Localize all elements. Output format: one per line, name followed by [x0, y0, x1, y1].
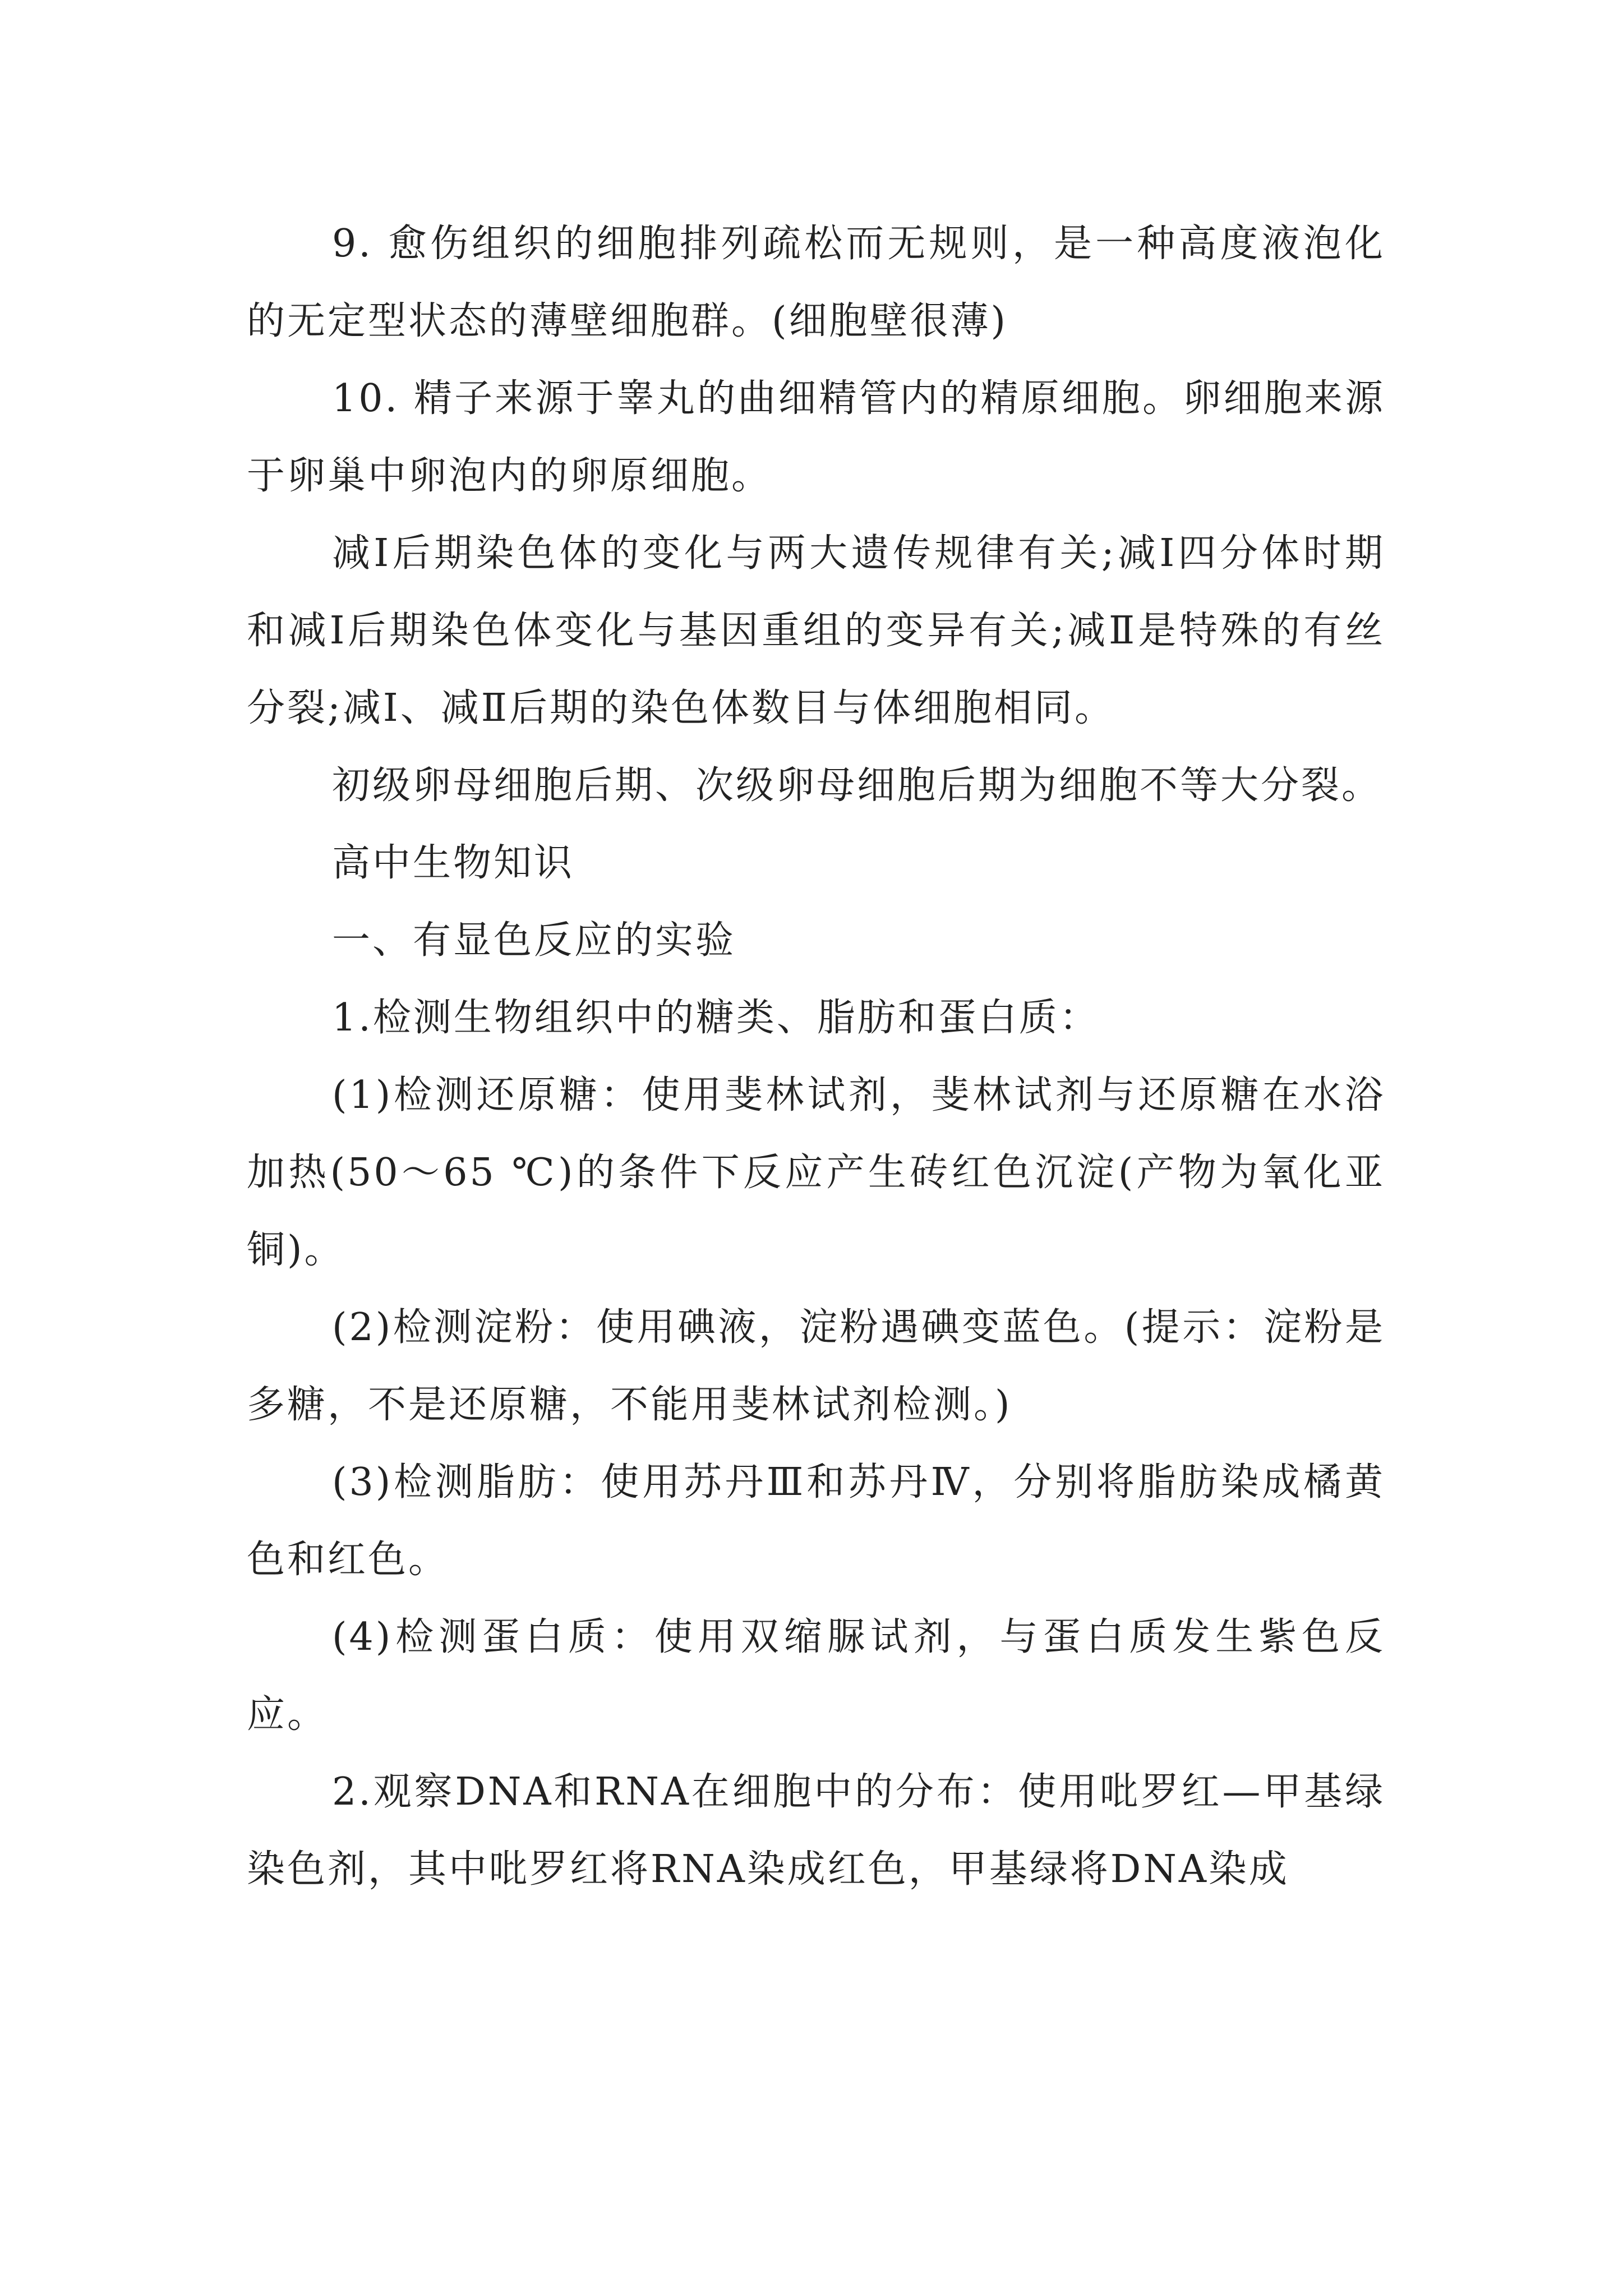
item-protein: (4)检测蛋白质：使用双缩脲试剂，与蛋白质发生紫色反应。	[247, 1615, 1385, 1737]
paragraph-meiosis-chromosomes: 减Ⅰ后期染色体的变化与两大遗传规律有关;减Ⅰ四分体时期和减Ⅰ后期染色体变化与基因重组的变异有关;减Ⅱ是特殊的有丝分裂;减Ⅰ、减Ⅱ后期的染色体数目与体细胞相同。	[247, 531, 1385, 730]
item-fat: (3)检测脂肪：使用苏丹Ⅲ和苏丹Ⅳ，分别将脂肪染成橘黄色和红色。	[247, 1460, 1385, 1582]
item-dna-rna-distribution: 2.观察DNA和RNA在细胞中的分布：使用吡罗红—甲基绿染色剂，其中吡罗红将RNA染成红色，甲基绿将DNA染成	[247, 1770, 1385, 1892]
section-title-biology-knowledge: 高中生物知识	[332, 841, 575, 885]
item-reducing-sugar: (1)检测还原糖：使用斐林试剂，斐林试剂与还原糖在水浴加热(50～65 ℃)的条件下反应产生砖红色沉淀(产物为氧化亚铜)。	[247, 1073, 1385, 1272]
item-detect-sugar-fat-protein: 1.检测生物组织中的糖类、脂肪和蛋白质：	[332, 996, 1100, 1040]
paragraph-unequal-division: 初级卵母细胞后期、次级卵母细胞后期为细胞不等大分裂。	[332, 763, 1382, 808]
paragraph-callus-cells: 9. 愈伤组织的细胞排列疏松而无规则，是一种高度液泡化的无定型状态的薄壁细胞群。(细胞壁很薄)	[247, 222, 1385, 343]
document-body	[247, 205, 1385, 1908]
heading-color-reaction-experiments: 一、有显色反应的实验	[332, 918, 736, 963]
paragraph-sperm-egg-origin: 10. 精子来源于睾丸的曲细精管内的精原细胞。卵细胞来源于卵巢中卵泡内的卵原细胞。	[247, 376, 1385, 498]
item-starch: (2)检测淀粉：使用碘液，淀粉遇碘变蓝色。(提示：淀粉是多糖，不是还原糖，不能用斐林试剂检测。)	[247, 1305, 1385, 1427]
